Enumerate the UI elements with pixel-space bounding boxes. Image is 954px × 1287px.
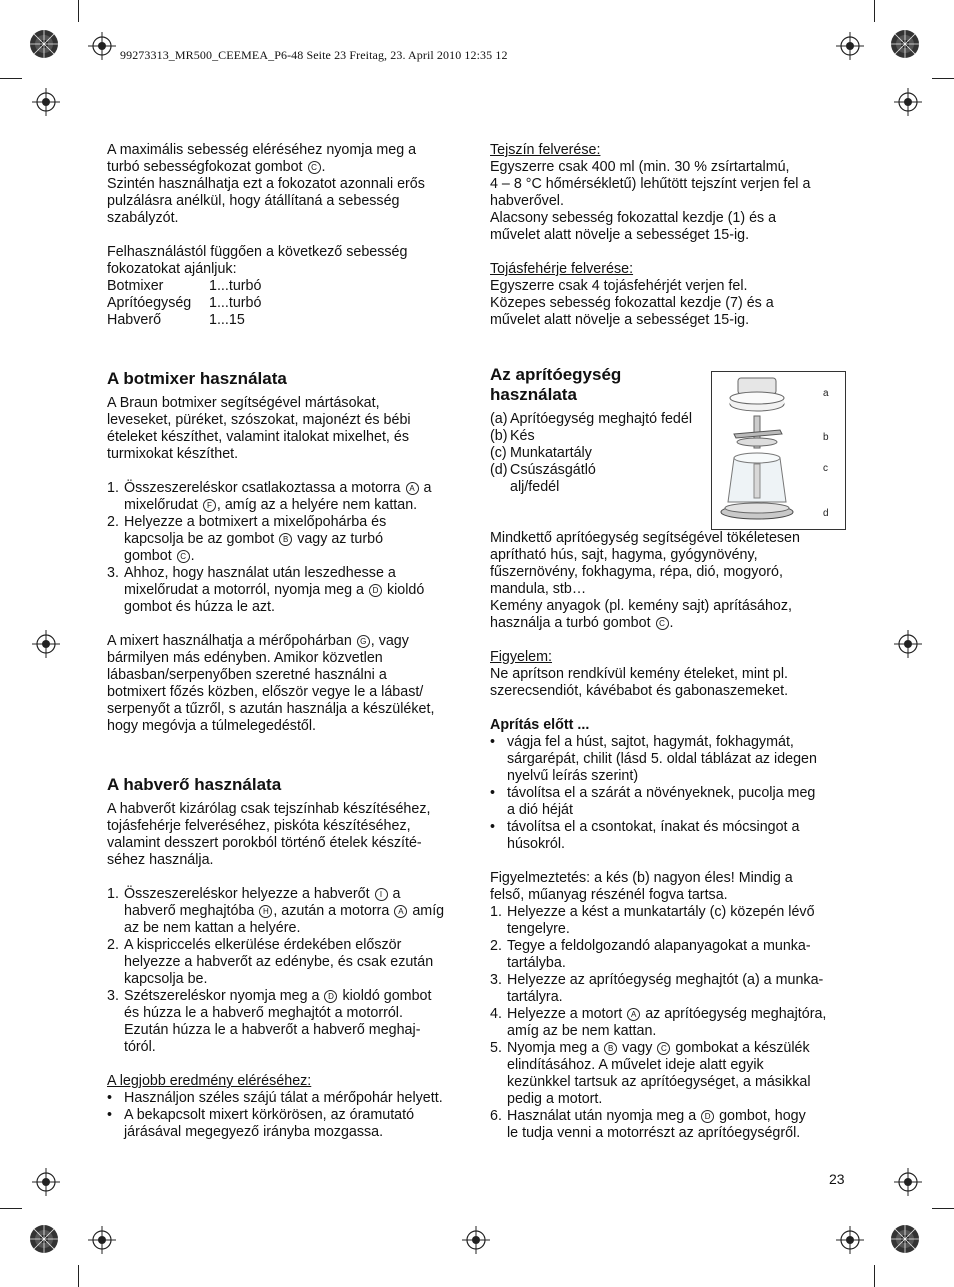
part-item: (d) Csúszásgátló (490, 462, 596, 478)
text-line: valamint desszert porokból történő ételek készíté- (107, 835, 422, 851)
text-line: séhez használja. (107, 852, 214, 868)
speed-row: Botmixer 1...turbó (107, 278, 262, 294)
text-line: ételeket készíthet, valamint italokat mixelhet, és (107, 429, 409, 445)
figure-label: c (823, 463, 828, 474)
text-line: szerecsendiót, kávébabot és gabonaszemeket. (490, 683, 789, 699)
gearbox-h-badge: H (259, 905, 272, 918)
crop-mark (78, 0, 79, 22)
bullet-item: • Használjon széles szájú tálat a mérőpohár helyett. (107, 1090, 443, 1106)
crop-mark (874, 0, 875, 22)
crop-mark (78, 1265, 79, 1287)
right-column (490, 142, 850, 1142)
text-line: tojásfehérje felveréséhez, piskóta készítéséhez, (107, 818, 411, 834)
text-line: felső, műanyag részénél fogva tartsa. (490, 887, 728, 903)
text-line: Ne aprítson rendkívül kemény ételeket, mint pl. (490, 666, 788, 682)
text-line: turbó sebességfokozat gombot C . (107, 159, 326, 175)
motor-a-badge: A (406, 482, 419, 495)
subheading: Aprítás előtt ... (490, 717, 590, 733)
crop-mark (874, 1265, 875, 1287)
button-b-badge: B (604, 1042, 617, 1055)
speed-row: Habverő 1...15 (107, 312, 245, 328)
starburst-target-icon (29, 1224, 59, 1254)
numbered-step: 3. Ahhoz, hogy használat után leszedhesse a mixelőrudat a motorról, nyomja meg a D kioldó gombot és húzza le azt. (107, 565, 425, 615)
text-line: habverővel. (490, 193, 564, 209)
crop-mark (932, 1208, 954, 1209)
text-line: fokozatokat ajánljuk: (107, 261, 237, 277)
bullet-item: • vágja fel a húst, sajtot, hagymát, fokhagymát, sárgarépát, chilit (lásd 5. oldal táblázat az idegen nyelvű leírás szerint) (490, 734, 817, 784)
text-line: hogy megóvja a túlmelegedéstől. (107, 718, 317, 734)
button-b-badge: B (279, 533, 292, 546)
shaft-f-badge: F (203, 499, 216, 512)
numbered-step: 3. Szétszereléskor nyomja meg a D kioldó gombot és húzza le a habverő meghajtót a motorról. Ezután húzza le a habverőt a habverő meghaj- tóról. (107, 988, 432, 1055)
numbered-step: 4. Helyezze a motort A az aprítóegység meghajtóra, amíg az be nem kattan. (490, 1006, 827, 1039)
numbered-step: 2. Helyezze a botmixert a mixelőpohárba és kapcsolja be az gombot B vagy az turbó gombot C . (107, 514, 387, 564)
subheading: Figyelem: (490, 649, 552, 665)
starburst-target-icon (29, 29, 59, 59)
numbered-step: 2. Tegye a feldolgozandó alapanyagokat a munka- tartályba. (490, 938, 811, 971)
text-line: lábasban/serpenyőben szeretné használni a (107, 667, 387, 683)
release-d-badge: D (701, 1110, 714, 1123)
starburst-target-icon (890, 29, 920, 59)
text-line: turmixokat készíthet. (107, 446, 239, 462)
section-heading: A habverő használata (107, 775, 282, 794)
button-c-badge: C (308, 161, 321, 174)
registration-mark-icon (32, 1168, 60, 1196)
registration-mark-icon (88, 32, 116, 60)
button-c-badge: C (177, 550, 190, 563)
bullet-item: • távolítsa el a csontokat, ínakat és mócsingot a húsokról. (490, 819, 800, 852)
text-line: Alacsony sebesség fokozattal kezdje (1) és a (490, 210, 777, 226)
text-line: A habverőt kizárólag csak tejszínhab készítéséhez, (107, 801, 431, 817)
bullet-item: • távolítsa el a szárát a növényeknek, pucolja meg a dió héját (490, 785, 816, 818)
registration-mark-icon (32, 630, 60, 658)
registration-mark-icon (462, 1226, 490, 1254)
motor-a-badge: A (627, 1008, 640, 1021)
registration-mark-icon (88, 1226, 116, 1254)
text-line: Kemény anyagok (pl. kemény sajt) aprításához, (490, 598, 792, 614)
subheading: Tejszín felverése: (490, 142, 601, 158)
numbered-step: 3. Helyezze az aprítóegység meghajtót (a) a munka- tartályra. (490, 972, 824, 1005)
section-heading: használata (490, 385, 577, 404)
registration-mark-icon (894, 630, 922, 658)
whisk-i-badge: I (375, 888, 388, 901)
text-line: A maximális sebesség eléréséhez nyomja meg a (107, 142, 417, 158)
part-item: (a) Aprítóegység meghajtó fedél (490, 411, 693, 427)
registration-mark-icon (894, 1168, 922, 1196)
registration-mark-icon (836, 32, 864, 60)
page-number: 23 (829, 1171, 845, 1187)
text-line: bármilyen más edényben. Amikor közvetlen (107, 650, 383, 666)
left-column (107, 142, 467, 1141)
text-line: fűszernövény, fokhagyma, répa, dió, mogyoró, (490, 564, 783, 580)
part-item: (b) Kés (490, 428, 535, 444)
crop-mark (932, 78, 954, 79)
release-d-badge: D (324, 990, 337, 1003)
text-line: A Braun botmixer segítségével mártásokat, (107, 395, 380, 411)
text-line: leveseket, püréket, szószokat, majonézt és bébi (107, 412, 411, 428)
numbered-step: 1. Összeszereléskor csatlakoztassa a motorra A a mixelőrudat F , amíg az a helyére nem kattan. (107, 480, 432, 513)
beaker-g-badge: G (357, 635, 370, 648)
numbered-step: 5. Nyomja meg a B vagy C gombokat a készülék elindításához. A művelet ideje alatt egyik kezünkkel tartsuk az aprítóegységet, a másikkal pedig a motort. (490, 1040, 811, 1107)
text-line: Közepes sebesség fokozattal kezdje (7) és a (490, 295, 774, 311)
numbered-step: 1. Helyezze a kést a munkatartály (c) közepén lévő tengelyre. (490, 904, 815, 937)
text-line: alj/fedél (510, 479, 560, 495)
bullet-item: • A bekapcsolt mixert körkörösen, az óramutató járásával megegyező irányba mozgassa. (107, 1107, 415, 1140)
section-heading: A botmixer használata (107, 369, 287, 388)
section-heading: Az aprítóegység (490, 365, 622, 384)
text-line: serpenyőt a tűzről, s azután használja a készüléket, (107, 701, 435, 717)
release-d-badge: D (369, 584, 382, 597)
part-item: (c) Munkatartály (490, 445, 592, 461)
text-line: 4 – 8 °C hőmérsékletű) lehűtött tejszínt verjen fel a (490, 176, 811, 192)
numbered-step: 2. A kispriccelés elkerülése érdekében először helyezze a habverőt az edénybe, és csak ezután kapcsolja be. (107, 937, 434, 987)
text-line: Szintén használhatja ezt a fokozatot azonnali erős (107, 176, 425, 192)
text-line: A mixert használhatja a mérőpohárban G , vagy (107, 633, 409, 649)
text-line: Figyelmeztetés: a kés (b) nagyon éles! Mindig a (490, 870, 793, 886)
registration-mark-icon (32, 88, 60, 116)
text-line: botmixert főzés közben, először vegye le a lábast/ (107, 684, 424, 700)
chopper-illustration (711, 371, 846, 530)
figure-label: d (823, 508, 829, 519)
figure-label: b (823, 432, 829, 443)
subheading: A legjobb eredmény eléréséhez: (107, 1073, 312, 1089)
button-c-badge: C (657, 1042, 670, 1055)
button-c-badge: C (656, 617, 669, 630)
motor-a-badge: A (394, 905, 407, 918)
crop-mark (0, 1208, 22, 1209)
subheading: Tojásfehérje felverése: (490, 261, 634, 277)
text-line: használja a turbó gombot C . (490, 615, 674, 631)
speed-row: Aprítóegység 1...turbó (107, 295, 262, 311)
print-job-header: 99273313_MR500_CEEMEA_P6-48 Seite 23 Freitag, 23. April 2010 12:35 12 (120, 48, 508, 62)
registration-mark-icon (836, 1226, 864, 1254)
starburst-target-icon (890, 1224, 920, 1254)
registration-mark-icon (894, 88, 922, 116)
text-line: aprítható hús, sajt, hagyma, gyógynövény, (490, 547, 758, 563)
text-line: Egyszerre csak 400 ml (min. 30 % zsírtartalmú, (490, 159, 790, 175)
numbered-step: 6. Használat után nyomja meg a D gombot, hogy le tudja venni a motorrészt az aprítóegységről. (490, 1108, 806, 1141)
text-line: Egyszerre csak 4 tojásfehérjét verjen fel. (490, 278, 748, 294)
text-line: mandula, stb… (490, 581, 587, 597)
text-line: pulzálásra anélkül, hogy átállítaná a sebesség (107, 193, 400, 209)
text-line: szabályzót. (107, 210, 179, 226)
text-line: művelet alatt növelje a sebességet 15-ig. (490, 312, 750, 328)
crop-mark (0, 78, 22, 79)
figure-label: a (823, 388, 829, 399)
text-line: Mindkettő aprítóegység segítségével tökéletesen (490, 530, 800, 546)
text-line: művelet alatt növelje a sebességet 15-ig. (490, 227, 750, 243)
numbered-step: 1. Összeszereléskor helyezze a habverőt I a habverő meghajtóba H , azután a motorra A amíg az be nem kattan a helyére. (107, 886, 445, 936)
text-line: Felhasználástól függően a következő sebesség (107, 244, 408, 260)
